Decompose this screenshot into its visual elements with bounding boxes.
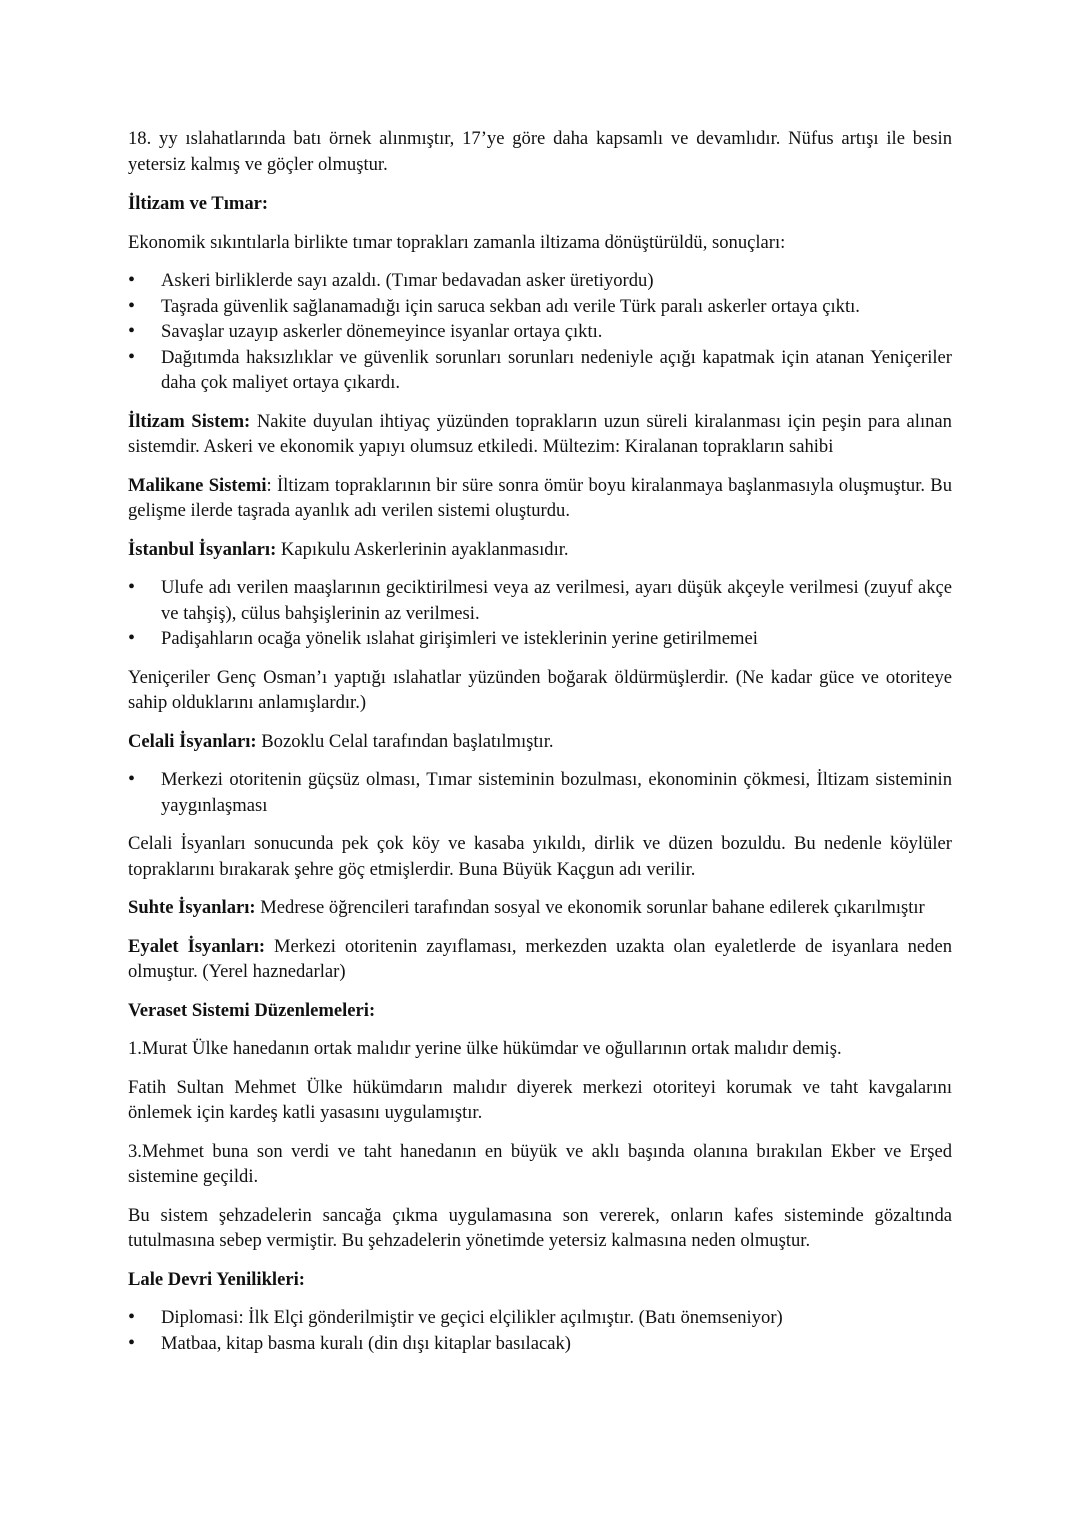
celali-paragraph (128, 729, 952, 755)
heading-veraset: Veraset Sistemi Düzenlemeleri: (128, 999, 376, 1021)
eyalet-text: Merkezi otoritenin zayıflaması, merkezden uzakta olan eyaletlerde de isyanlara neden olmuştur. (Yerel haznedarlar) (128, 935, 952, 982)
celali-list (128, 767, 952, 818)
iltizam-sistem-text: Nakite duyulan ihtiyaç yüzünden toprakların uzun süreli kiralanması için peşin para alınan sistemdir. Askeri ve ekonomik yapıyı olumsuz etkiledi. Mültezim: Kiralanan toprakların sahibi (128, 410, 952, 457)
iltizam-timar-list (128, 268, 952, 396)
istanbul-list (128, 575, 952, 652)
suhte-text: Medrese öğrencileri tarafından sosyal ve ekonomik sorunlar bahane edilerek çıkarılmıştır (255, 897, 925, 918)
eyalet-paragraph (128, 934, 952, 985)
eyalet-label: Eyalet İsyanları: (128, 935, 266, 957)
list-item: • Merkezi otoritenin güçsüz olması, Tımar sisteminin bozulması, ekonominin çökmesi, İltizam sisteminin yaygınlaşması (128, 767, 952, 818)
celali-label: Celali İsyanları: (128, 730, 257, 752)
veraset-paragraph: 1.Murat Ülke hanedanın ortak malıdır yerine ülke hükümdar ve oğullarının ortak malıdır demiş. (128, 1038, 842, 1059)
istanbul-paragraph (128, 537, 952, 563)
list-item: • Askeri birliklerde sayı azaldı. (Tımar bedavadan asker üretiyordu) (128, 268, 952, 294)
istanbul-text: Kapıkulu Askerlerinin ayaklanmasıdır. (276, 538, 569, 560)
list-item: • Padişahların ocağa yönelik ıslahat girişimleri ve isteklerinin yerine getirilmemei (128, 626, 952, 652)
list-item: • Diplomasi: İlk Elçi gönderilmiştir ve geçici elçilikler açılmıştır. (Batı önemseniyor) (128, 1305, 952, 1331)
suhte-paragraph (128, 895, 952, 921)
celali-text: Bozoklu Celal tarafından başlatılmıştır. (256, 730, 554, 752)
veraset-paragraph: Bu sistem şehzadelerin sancağa çıkma uygulamasına son vererek, onların kafes sisteminde gözaltında tutulmasına sebep vermiştir. Bu şehzadelerin yönetimde yetersiz kalmasına neden olmuştur. (128, 1204, 952, 1251)
veraset-paragraph: 3.Mehmet buna son verdi ve taht hanedanın en büyük ve aklı başında olanına bırakılan Ekber ve Erşed sistemine geçildi. (128, 1140, 952, 1187)
list-item: • Dağıtımda haksızlıklar ve güvenlik sorunları sorunları nedeniyle açığı kapatmak için atanan Yeniçeriler daha çok maliyet ortaya çıkardı. (128, 345, 952, 396)
list-item: • Matbaa, kitap basma kuralı (din dışı kitaplar basılacak) (128, 1331, 952, 1357)
malikane-paragraph (128, 473, 952, 524)
malikane-label: Malikane Sistemi (128, 474, 267, 496)
iltizam-sistem-paragraph (128, 409, 952, 460)
intro-paragraph: 18. yy ıslahatlarında batı örnek alınmıştır, 17’ye göre daha kapsamlı ve devamlıdır. Nüfus artışı ile besin yetersiz kalmış ve göçler olmuştur. (128, 128, 952, 175)
suhte-label: Suhte İsyanları: (128, 897, 256, 918)
malikane-text: : İltizam topraklarının bir süre sonra ömür boyu kiralanmaya başlanmasıyla oluşmuştur. Bu gelişme ilerde taşrada ayanlık adı verilen sistemi oluşturdu. (128, 474, 952, 521)
list-item: • Ulufe adı verilen maaşlarının geciktirilmesi veya az verilmesi, ayarı düşük akçeyle verilmesi (zuyuf akçe ve tahşiş), cülus bahşişlerinin az verilmesi. (128, 575, 952, 626)
list-item: • Savaşlar uzayıp askerler dönemeyince isyanlar ortaya çıktı. (128, 319, 952, 345)
istanbul-label: İstanbul İsyanları: (128, 538, 277, 560)
celali-after-paragraph: Celali İsyanları sonucunda pek çok köy ve kasaba yıkıldı, dirlik ve düzen bozuldu. Bu nedenle köylüler topraklarını bırakarak şehre göç etmişlerdir. Buna Büyük Kaçgun adı verilir. (128, 833, 952, 880)
lale-list (128, 1305, 952, 1356)
heading-lale-devri: Lale Devri Yenilikleri: (128, 1268, 305, 1290)
istanbul-after-paragraph: Yeniçeriler Genç Osman’ı yaptığı ıslahatlar yüzünden boğarak öldürmüşlerdir. (Ne kadar güce ve otoriteye sahip olduklarını anlamışlardır.) (128, 666, 952, 713)
veraset-paragraph: Fatih Sultan Mehmet Ülke hükümdarın malıdır diyerek merkezi otoriteyi korumak ve taht kavgalarını önlemek için kardeş katli yasasını uygulamıştır. (128, 1076, 952, 1123)
iltizam-timar-intro: Ekonomik sıkıntılarla birlikte tımar toprakları zamanla iltizama dönüştürüldü, sonuçları: (128, 231, 786, 253)
heading-iltizam-timar: İltizam ve Tımar: (128, 193, 269, 214)
list-item: • Taşrada güvenlik sağlanamadığı için saruca sekban adı verile Türk paralı askerler ortaya çıktı. (128, 294, 952, 320)
iltizam-sistem-label: İltizam Sistem: (128, 410, 251, 432)
